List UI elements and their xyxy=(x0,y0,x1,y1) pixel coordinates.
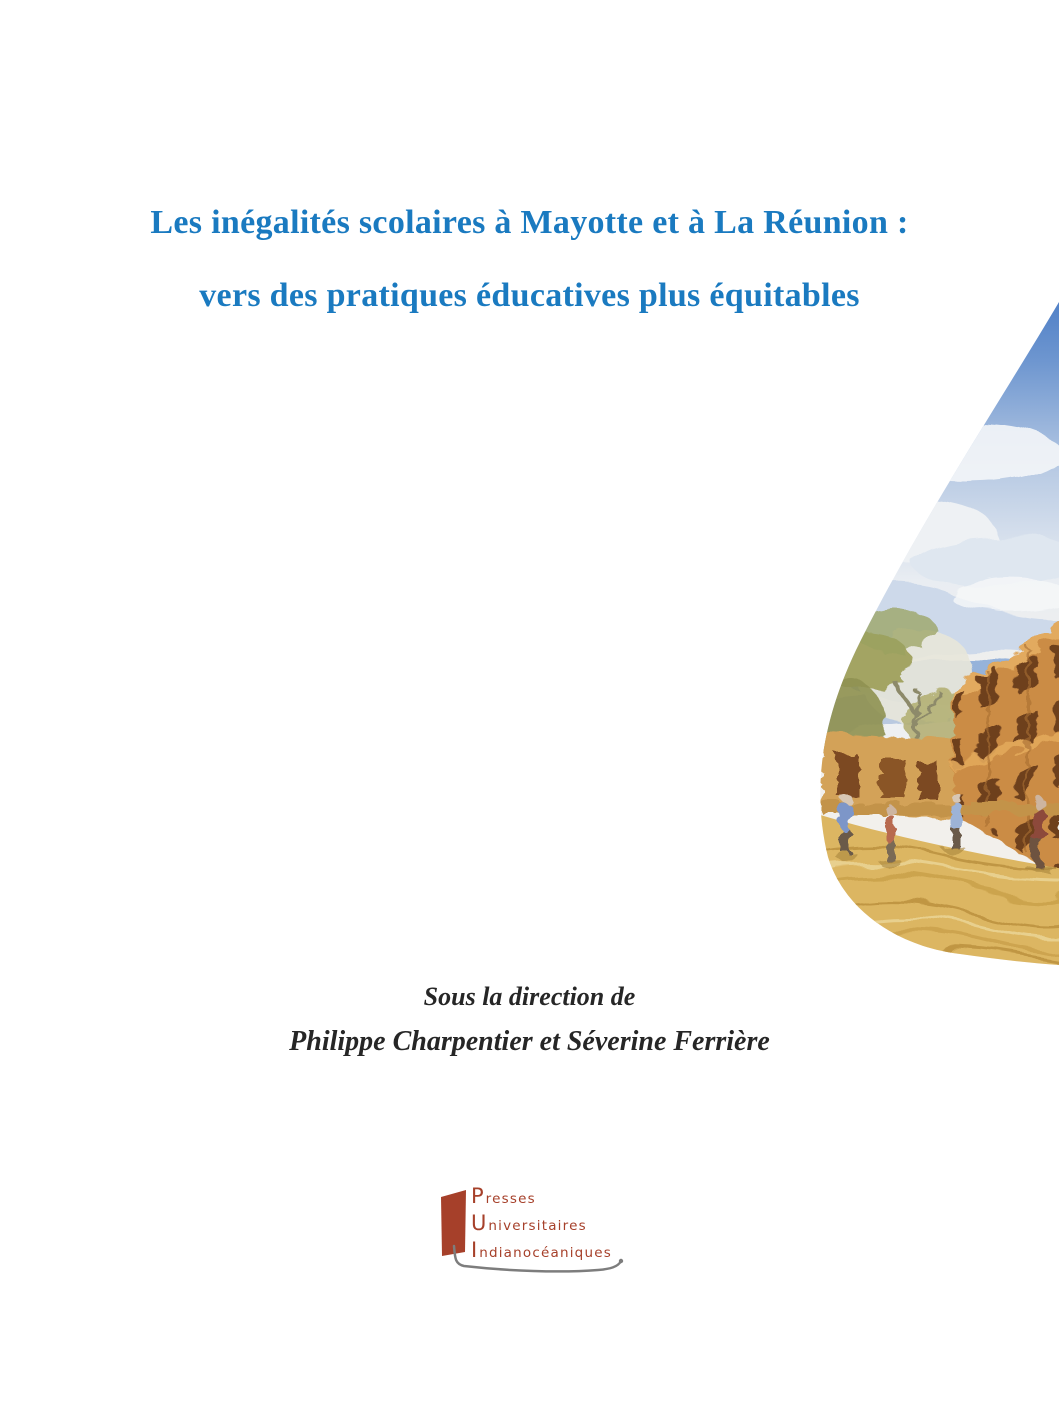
byline-editors: Philippe Charpentier et Séverine Ferrière xyxy=(289,1026,770,1057)
book-title-line-1: Les inégalités scolaires à Mayotte et à La Réunion : xyxy=(150,204,909,241)
book-title-line-2: vers des pratiques éducatives plus équitables xyxy=(199,277,860,314)
publisher-name-line-2: Universitaires xyxy=(471,1211,587,1235)
logo-underline-dot xyxy=(619,1259,623,1263)
publisher-name-line-3: Indianocéaniques xyxy=(471,1238,612,1262)
byline-intro: Sous la direction de xyxy=(423,982,636,1011)
publisher-logo xyxy=(438,1182,648,1282)
publisher-name-line-1: Presses xyxy=(471,1184,536,1208)
cover-illustration xyxy=(819,295,1059,975)
publisher-name xyxy=(471,1184,612,1265)
